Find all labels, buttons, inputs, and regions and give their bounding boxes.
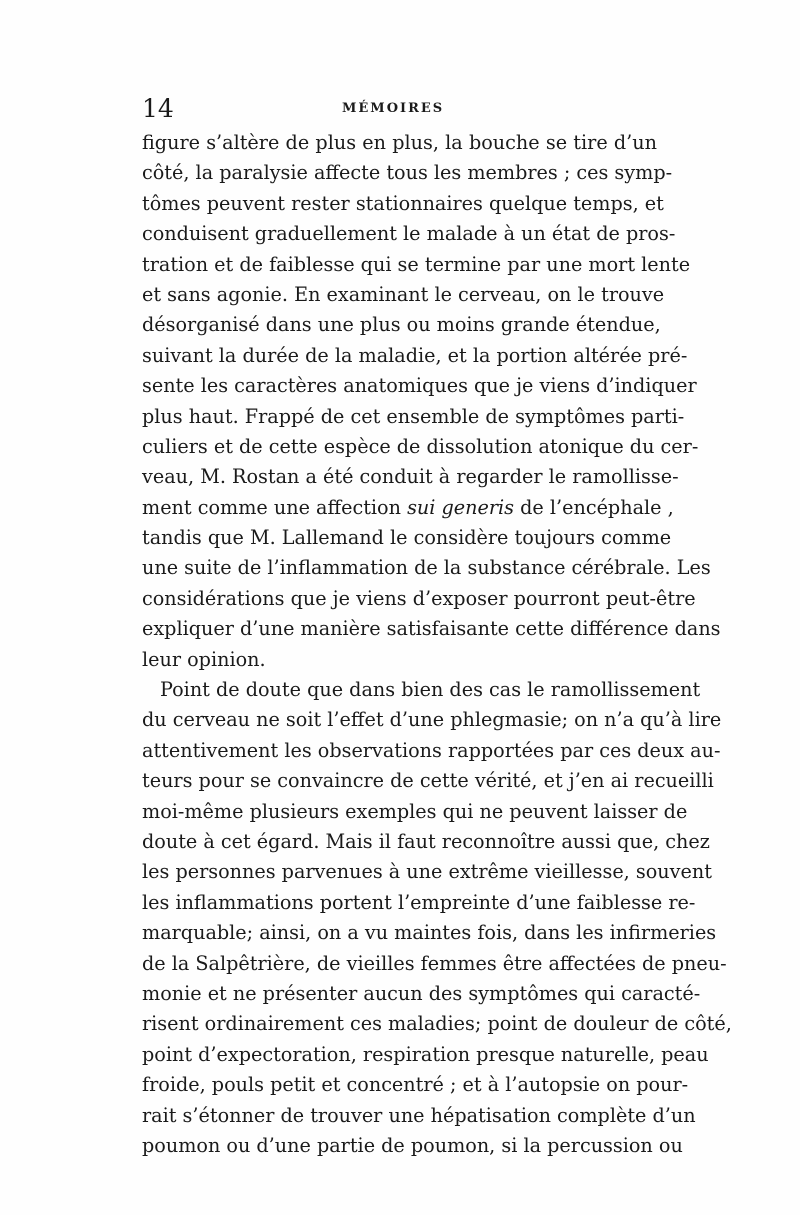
text-line: côté, la paralysie affecte tous les membres ; ces symp- — [142, 161, 673, 185]
text-line: veau, M. Rostan a été conduit à regarder le ramollisse- — [142, 465, 679, 489]
text-body — [142, 128, 732, 1161]
paragraph-1 — [142, 128, 721, 675]
text-line: Point de doute que dans bien des cas le ramollissement — [160, 678, 701, 702]
italic-phrase: sui generis — [407, 495, 515, 519]
text-line: leur opinion. — [142, 647, 266, 671]
text-line: marquable; ainsi, on a vu maintes fois, dans les infirmeries — [142, 921, 717, 945]
text-line: point d’expectoration, respiration presque naturelle, peau — [142, 1042, 709, 1066]
text-line: tration et de faiblesse qui se termine par une mort lente — [142, 252, 691, 276]
text-line: figure s’altère de plus en plus, la bouche se tire d’un — [142, 131, 657, 154]
page-number: 14 — [142, 94, 174, 123]
text-line: les inflammations portent l’empreinte d’une faiblesse re- — [142, 890, 696, 914]
text-line: poumon ou d’une partie de poumon, si la percussion ou — [142, 1133, 683, 1157]
text-line: les personnes parvenues à une extrême vieillesse, souvent — [142, 860, 712, 884]
text-line: sente les caractères anatomiques que je viens d’indiquer — [142, 374, 697, 398]
text-line: conduisent graduellement le malade à un état de pros- — [142, 222, 676, 246]
text-line: tômes peuvent rester stationnaires quelque temps, et — [142, 191, 664, 215]
text-line: considérations que je viens d’exposer pourront peut-être — [142, 586, 696, 610]
text-line: désorganisé dans une plus ou moins grande étendue, — [142, 313, 661, 337]
text-line: teurs pour se convaincre de cette vérité, et j’en ai recueilli — [142, 769, 714, 793]
text-segment: ment comme une affection — [142, 495, 401, 519]
text-line: expliquer d’une manière satisfaisante cette différence dans — [142, 617, 721, 641]
running-head: MÉMOIRES — [342, 101, 445, 116]
text-line: moi-même plusieurs exemples qui ne peuvent laisser de — [142, 799, 688, 823]
text-line: rait s’étonner de trouver une hépatisation complète d’un — [142, 1103, 696, 1127]
text-line: attentivement les observations rapportées par ces deux au- — [142, 738, 721, 762]
text-line: doute à cet égard. Mais il faut reconnoître aussi que, chez — [142, 829, 710, 853]
text-line: plus haut. Frappé de cet ensemble de symptômes parti- — [142, 404, 685, 428]
text-line: une suite de l’inflammation de la substance cérébrale. Les — [142, 556, 711, 580]
text-line: du cerveau ne soit l’effet d’une phlegmasie; on n’a qu’à lire — [142, 708, 722, 732]
text-line: monie et ne présenter aucun des symptômes qui caracté- — [142, 981, 701, 1005]
page-header — [142, 92, 662, 126]
text-line: tandis que M. Lallemand le considère toujours comme — [142, 526, 672, 550]
text-line: de la Salpêtrière, de vieilles femmes être affectées de pneu- — [142, 951, 727, 975]
text-line: froide, pouls petit et concentré ; et à l’autopsie on pour- — [142, 1073, 689, 1097]
text-line: risent ordinairement ces maladies; point de douleur de côté, — [142, 1012, 732, 1036]
text-line: et sans agonie. En examinant le cerveau, on le trouve — [142, 282, 665, 306]
text-line: suivant la durée de la maladie, et la portion altérée pré- — [142, 343, 688, 367]
text-line-mixed — [142, 493, 674, 523]
paragraph-2 — [142, 675, 732, 1161]
text-segment: de l’encéphale , — [520, 495, 674, 519]
text-line: culiers et de cette espèce de dissolution atonique du cer- — [142, 434, 699, 458]
